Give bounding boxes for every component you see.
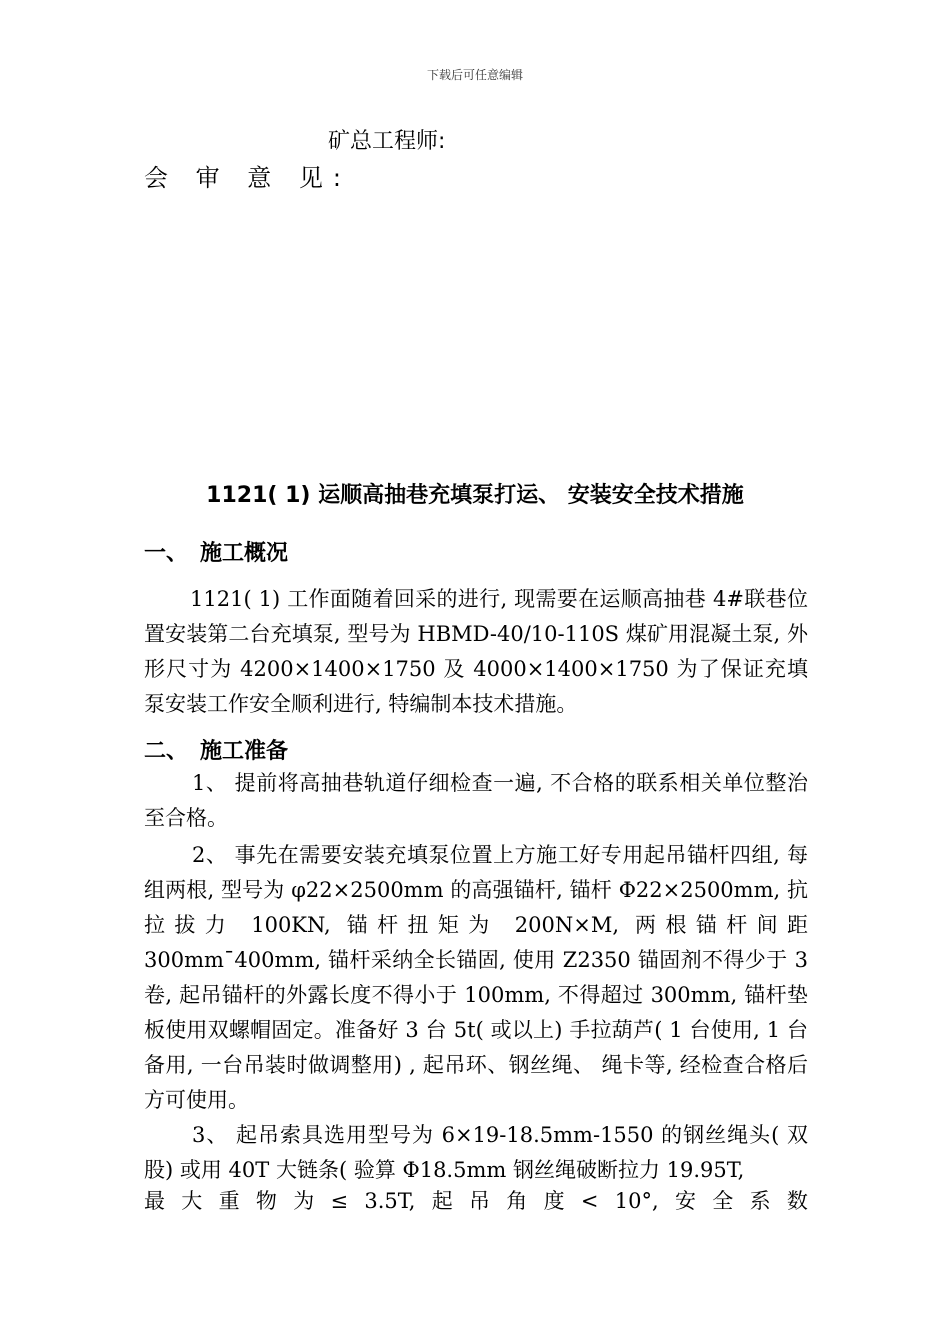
chief-engineer-label: 矿总工程师:	[328, 129, 446, 154]
document-title: 1121( 1) 运顺高抽巷充填泵打运、 安装安全技术措施	[206, 483, 744, 508]
line-token: 数	[786, 1189, 808, 1213]
line-token: 大	[181, 1189, 203, 1213]
line-token: 物	[255, 1189, 277, 1213]
section-number: 二、	[144, 739, 189, 764]
line-token: 系	[749, 1189, 771, 1213]
line-token: 起	[431, 1189, 453, 1213]
line-token: <	[580, 1189, 599, 1213]
section-title: 施工概况	[200, 541, 289, 566]
preparation-item-3-continuation	[144, 1184, 808, 1219]
section-number: 一、	[144, 541, 189, 566]
line-token: 最	[144, 1189, 165, 1213]
line-token: ≤	[330, 1189, 349, 1213]
preparation-item-1: 1、 提前将高抽巷轨道仔细检查一遍, 不合格的联系相关单位整治至合格。	[144, 771, 808, 830]
line-token: 角	[506, 1189, 528, 1213]
line-token: 重	[218, 1189, 240, 1213]
header-note: 下载后可任意编辑	[426, 68, 523, 82]
line-token: 3.5T,	[364, 1189, 416, 1213]
section-title: 施工准备	[200, 739, 289, 764]
line-token: 度	[543, 1189, 565, 1213]
preparation-item-2: 2、 事先在需要安装充填泵位置上方施工好专用起吊锚杆四组, 每组两根, 型号为 φ22×2500mm 的高强锚杆, 锚杆 Φ22×2500mm, 抗拉拔力 100KN, 锚杆扭矩为 200N×M, 两根锚杆间距 300mm¯400mm, 锚杆采纳全长锚固, 使用 Z2350 锚固剂不得少于 3 卷, 起吊锚杆的外露长度不得小于 100mm, 不得超过 300mm, 锚杆垫板使用双螺帽固定。准备好 3 台 5t( 或以上) 手拉葫芦( 1 台使用, 1 台备用, 一台吊装时做调整用) , 起吊环、钢丝绳、 绳卡等, 经检查合格后方可使用。	[144, 843, 808, 1112]
preparation-item-3: 3、 起吊索具选用型号为 6×19-18.5mm-1550 的钢丝绳头( 双股) 或用 40T 大链条( 验算 Φ18.5mm 钢丝绳破断拉力 19.95T,	[144, 1123, 808, 1182]
overview-paragraph: 1121( 1) 工作面随着回采的进行, 现需要在运顺高抽巷 4#联巷位置安装第二台充填泵, 型号为 HBMD-40/10-110S 煤矿用混凝土泵, 外形尺寸为 4200×1400×1750 及 4000×1400×1750 为了保证充填泵安装工作安全顺利进行, 特编制本技术措施。	[144, 587, 808, 716]
line-token: 10°,	[614, 1189, 659, 1213]
review-opinion-label: 会 审 意 见:	[144, 164, 351, 192]
section-heading-overview	[144, 536, 288, 567]
section-heading-preparation	[144, 734, 288, 765]
line-token: 全	[712, 1189, 734, 1213]
line-token: 为	[293, 1189, 315, 1213]
line-token: 吊	[468, 1189, 490, 1213]
line-token: 安	[674, 1189, 696, 1213]
